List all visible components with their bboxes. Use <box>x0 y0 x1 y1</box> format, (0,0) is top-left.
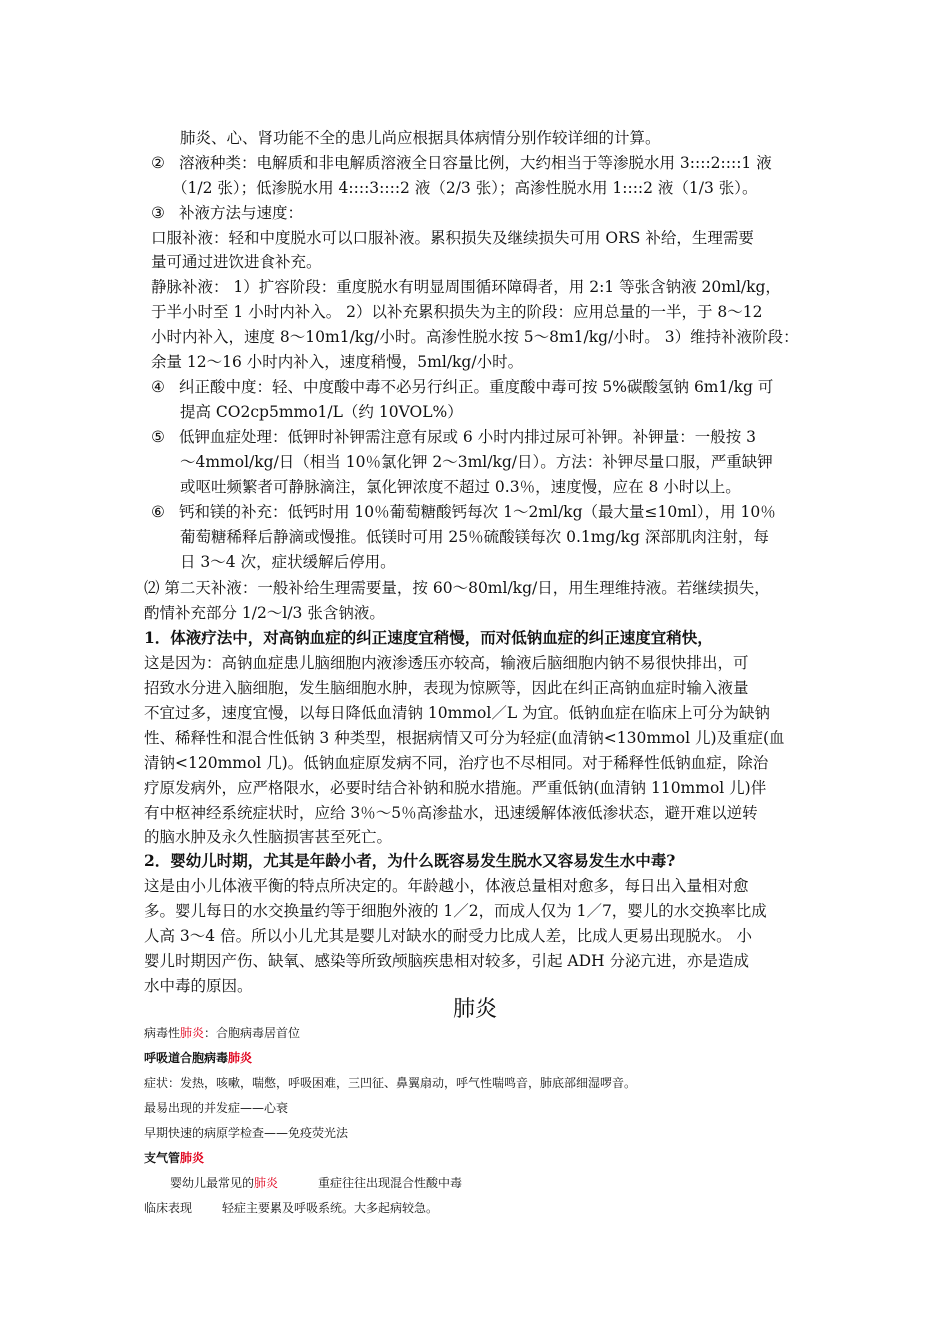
text-line: 或呕吐频繁者可静脉滴注，氯化钾浓度不超过 0.3％，速度慢，应在 8 小时以上。 <box>180 478 741 496</box>
text-line: 的脑水肿及永久性脑损害甚至死亡。 <box>144 828 393 846</box>
text-line: 量可通过进饮进食补充。 <box>151 253 322 271</box>
note-heading <box>144 1050 252 1066</box>
text-line: 纠正酸中度：轻、中度酸中毒不必另行纠正。重度酸中毒可按 5%碳酸氢钠 6m1/kg 可 <box>179 378 774 396</box>
note-line: 最易出现的并发症——心衰 <box>144 1101 289 1115</box>
list-marker: ③ <box>151 204 165 222</box>
list-marker: ⑤ <box>151 428 165 446</box>
list-item <box>151 201 303 225</box>
text-line: 余量 12～16 小时内补入，速度稍慢，5ml/kg/小时。 <box>151 353 524 371</box>
text-line: 静脉补液： 1）扩容阶段：重度脱水有明显周围循环障碍者，用 2:1 等张含钠液 20ml/kg， <box>151 278 781 296</box>
text-line: 溶液种类：电解质和非电解质溶液全日容量比例，大约相当于等渗脱水用 3::::2::::1 液 <box>179 154 772 172</box>
note-line <box>170 1175 462 1191</box>
question-heading: 1．体液疗法中，对高钠血症的纠正速度宜稍慢，而对低钠血症的纠正速度宜稍快， <box>144 628 713 647</box>
highlight-keyword: 肺炎 <box>254 1176 279 1190</box>
section-title: 肺炎 <box>452 997 497 1022</box>
text-line: 疗原发病外，应严格限水，必要时结合补钠和脱水措施。严重低钠(血清钠 110mmol 儿)伴 <box>144 779 767 797</box>
text-line: （1/2 张）；低渗脱水用 4::::3::::2 液（2/3 张）；高渗性脱水用 1::::2 液（1/3 张）。 <box>172 179 758 197</box>
highlight-keyword: 肺炎 <box>228 1051 253 1065</box>
question-heading: 2．婴幼儿时期，尤其是年龄小者，为什么既容易发生脱水又容易发生水中毒? <box>144 851 676 870</box>
text-line: 婴儿时期因产伤、缺氧、感染等所致颅脑疾患相对较多，引起 ADH 分泌亢进，亦是造成 <box>144 952 749 970</box>
note-text: 临床表现 <box>144 1201 193 1215</box>
text-line: 口服补液：轻和中度脱水可以口服补液。累积损失及继续损失可用 ORS 补给，生理需要 <box>151 229 754 247</box>
note-text: 重症往往出现混合性酸中毒 <box>318 1176 463 1190</box>
text-line: 清钠<120mmol 几)。低钠血症原发病不同，治疗也不尽相同。对于稀释性低钠血症，除治 <box>144 754 769 772</box>
text-line: 于半小时至 1 小时内补入。 2）以补充累积损失为主的阶段：应用总量的一半，于 8～12 <box>151 303 763 321</box>
text-line: 招致水分进入脑细胞，发生脑细胞水肿，表现为惊厥等，因此在纠正高钠血症时输入液量 <box>144 679 749 697</box>
list-marker: ④ <box>151 378 165 396</box>
text-line: 这是由小儿体液平衡的特点所决定的。年龄越小，体液总量相对愈多，每日出入量相对愈 <box>144 877 749 895</box>
text-line: 提高 CO2cp5mmo1/L（约 10VOL%） <box>180 403 463 421</box>
text-line: 这是因为：高钠血症患儿脑细胞内液渗透压亦较高，输液后脑细胞内钠不易很快排出，可 <box>144 654 749 672</box>
note-text: 轻症主要累及呼吸系统。大多起病较急。 <box>222 1201 439 1215</box>
note-heading <box>144 1150 204 1166</box>
text-line: 小时内补入，速度 8～10m1/kg/小时。高渗性脱水按 5～8m1/kg/小时。 3）维持补液阶段： <box>151 328 799 346</box>
text-line: 葡萄糖稀释后静滴或慢推。低镁时可用 25％硫酸镁每次 0.1mg/kg 深部肌肉注射，每 <box>180 528 769 546</box>
text-line: 补液方法与速度： <box>179 204 304 222</box>
list-item <box>151 375 773 399</box>
text-line: 低钾血症处理：低钾时补钾需注意有尿或 6 小时内排过尿可补钾。补钾量：一般按 3 <box>179 428 757 446</box>
note-text: 婴幼儿最常见的 <box>170 1176 255 1190</box>
note-line <box>144 1200 438 1216</box>
text-line: 日 3～4 次，症状缓解后停用。 <box>180 553 396 571</box>
note-line: 症状：发热，咳嗽，喘憋，呼吸困难，三凹征、鼻翼扇动，呼气性喘鸣音，肺底部细湿啰音。 <box>144 1076 637 1090</box>
text-line: 多。婴儿每日的水交换量约等于细胞外液的 1／2，而成人仅为 1／7，婴儿的水交换率比成 <box>144 902 767 920</box>
text-line: 肺炎、心、肾功能不全的患儿尚应根据具体病情分别作较详细的计算。 <box>180 129 661 147</box>
list-item <box>151 425 756 449</box>
note-line: 早期快速的病原学检查——免疫荧光法 <box>144 1126 349 1140</box>
note-text: 病毒性 <box>144 1026 181 1040</box>
list-item <box>151 500 776 524</box>
text-line: ～4mmol/kg/日（相当 10％氯化钾 2～3ml/kg/日）。方法：补钾尽量口服，严重缺钾 <box>180 453 773 471</box>
list-marker: ② <box>151 154 165 172</box>
text-line: 人高 3～4 倍。所以小儿尤其是婴儿对缺水的耐受力比成人差，比成人更易出现脱水。 小 <box>144 927 753 945</box>
text-line: ⑵ 第二天补液：一般补给生理需要量，按 60～80ml/kg/日，用生理维持液。若继续损失， <box>144 579 770 597</box>
text-line: 有中枢神经系统症状时，应给 3％～5％高渗盐水，迅速缓解体液低渗状态，避开难以逆转 <box>144 804 758 822</box>
note-line <box>144 1025 300 1041</box>
list-item <box>151 151 772 175</box>
text-line: 性、稀释性和混合性低钠 3 种类型，根据病情又可分为轻症(血清钠<130mmol 儿)及重症(血 <box>144 729 785 747</box>
text-line: 不宜过多，速度宜慢，以每日降低血清钠 10mmol／L 为宜。低钠血症在临床上可分为缺钠 <box>144 704 771 722</box>
text-line: 水中毒的原因。 <box>144 977 253 995</box>
highlight-keyword: 肺炎 <box>180 1026 205 1040</box>
text-line: 钙和镁的补充：低钙时用 10％葡萄糖酸钙每次 1～2ml/kg（最大量≤10ml），用 10％ <box>179 503 776 521</box>
note-text: 支气管 <box>144 1151 181 1165</box>
highlight-keyword: 肺炎 <box>180 1151 205 1165</box>
list-marker: ⑥ <box>151 503 165 521</box>
note-text: 呼吸道合胞病毒 <box>144 1051 229 1065</box>
note-text: ：合胞病毒居首位 <box>204 1026 301 1040</box>
text-line: 酌情补充部分 1/2～l/3 张含钠液。 <box>144 604 385 622</box>
